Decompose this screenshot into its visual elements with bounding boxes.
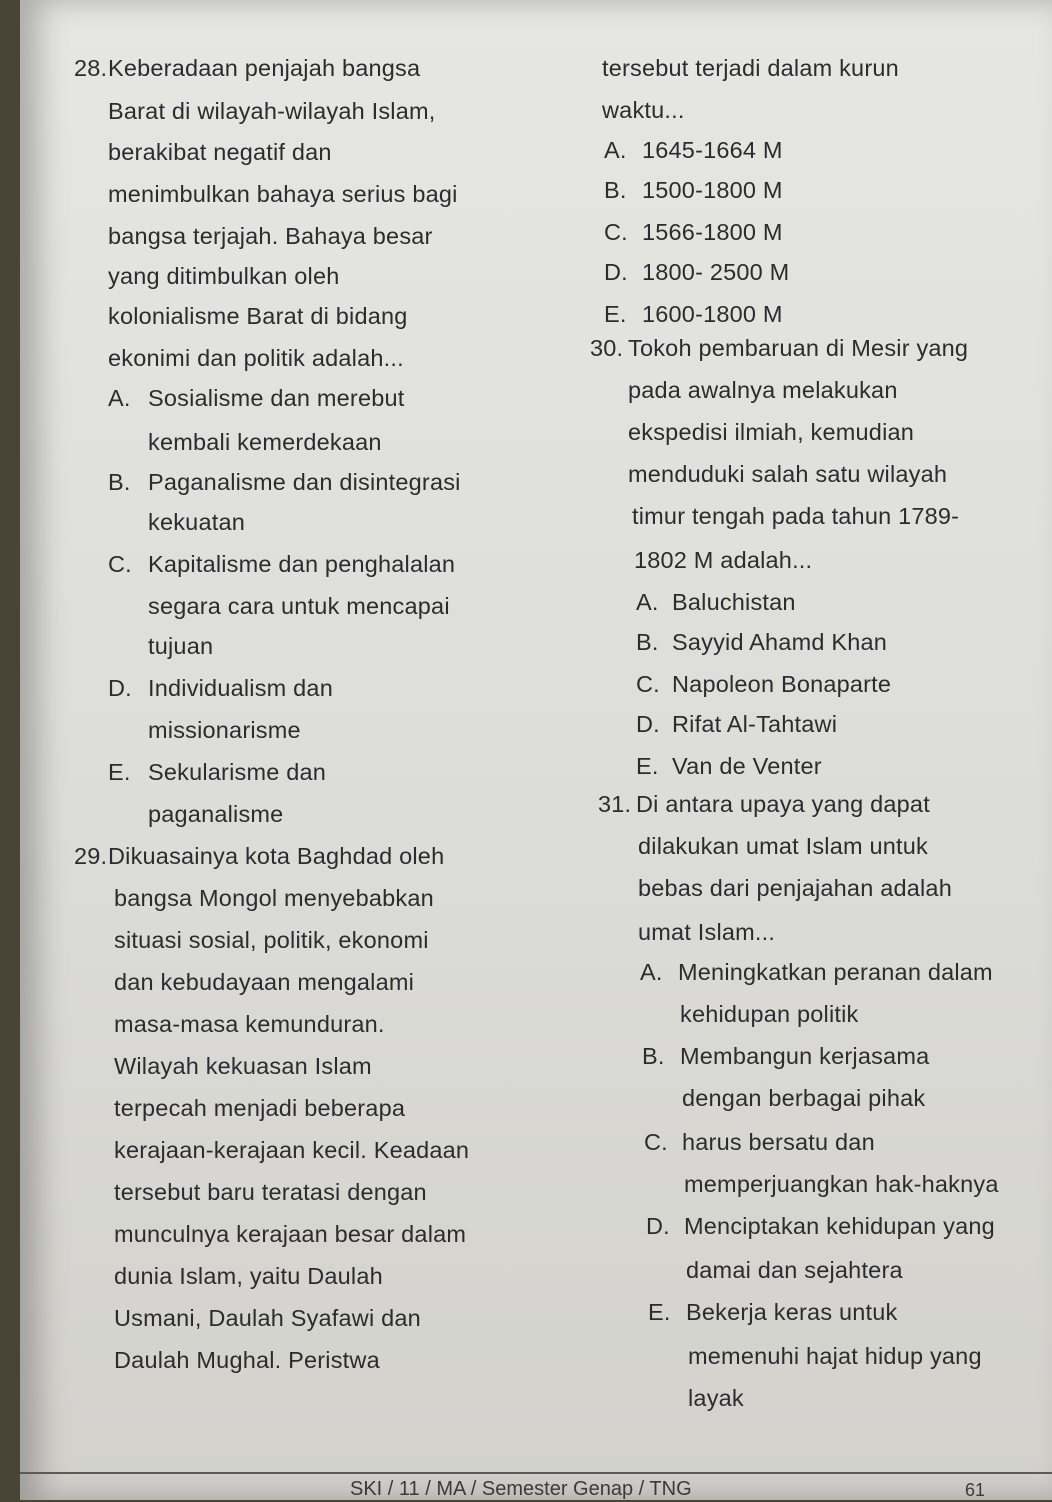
question-30-text: Tokoh pembaruan di Mesir yang — [628, 335, 969, 361]
question-29-text: masa-masa kemunduran. — [114, 1011, 385, 1037]
page-footer — [20, 1472, 1052, 1502]
option-text: Bekerja keras untuk — [686, 1299, 898, 1325]
question-29-text: tersebut terjadi dalam kurun — [602, 55, 899, 81]
option-label: C. — [108, 551, 132, 577]
question-28-text: berakibat negatif dan — [108, 139, 332, 165]
option-label: E. — [108, 759, 131, 785]
question-29-text: situasi sosial, politik, ekonomi — [114, 927, 429, 953]
option-text: Van de Venter — [672, 753, 822, 779]
option-text: memperjuangkan hak-haknya — [684, 1171, 999, 1197]
option-label: E. — [636, 753, 659, 779]
question-29-text: waktu... — [602, 97, 685, 123]
option-label: A. — [640, 959, 663, 985]
option-text: layak — [688, 1385, 744, 1411]
option-text: 1500-1800 M — [642, 177, 783, 203]
question-30-text: pada awalnya melakukan — [628, 377, 898, 403]
option-text: harus bersatu dan — [682, 1129, 875, 1155]
question-30-text: timur tengah pada tahun 1789- — [632, 503, 960, 529]
option-label: B. — [108, 469, 131, 495]
option-text: Napoleon Bonaparte — [672, 671, 892, 697]
option-label: A. — [108, 385, 131, 411]
question-29-text: munculnya kerajaan besar dalam — [114, 1221, 467, 1247]
option-text: Baluchistan — [672, 589, 796, 615]
option-label: E. — [648, 1299, 671, 1325]
page-number: 61 — [965, 1480, 986, 1500]
question-28-text: kolonialisme Barat di bidang — [108, 303, 408, 329]
option-label: A. — [636, 589, 659, 615]
option-text: 1566-1800 M — [642, 219, 783, 245]
option-text: 1800- 2500 M — [642, 259, 790, 285]
option-text: Rifat Al-Tahtawi — [672, 711, 838, 737]
question-number: 29. — [74, 843, 108, 869]
worksheet-page — [20, 0, 1052, 1500]
question-29-text: dunia Islam, yaitu Daulah — [114, 1263, 383, 1289]
option-text: Kapitalisme dan penghalalan — [148, 551, 456, 577]
option-text: Sayyid Ahamd Khan — [672, 629, 888, 655]
option-text: segara cara untuk mencapai — [148, 593, 450, 619]
question-28-text: Keberadaan penjajah bangsa — [108, 55, 421, 81]
question-29-text: terpecah menjadi beberapa — [114, 1095, 406, 1121]
option-text: kembali kemerdekaan — [148, 429, 382, 455]
question-30-text: menduduki salah satu wilayah — [628, 461, 948, 487]
question-number: 30. — [590, 335, 624, 361]
option-label: D. — [646, 1213, 670, 1239]
option-label: C. — [604, 219, 628, 245]
question-31-text: umat Islam... — [638, 919, 776, 945]
option-label: A. — [604, 137, 627, 163]
option-text: kehidupan politik — [680, 1001, 859, 1027]
question-31-text: Di antara upaya yang dapat — [636, 791, 930, 817]
option-label: E. — [604, 301, 627, 327]
question-29-text: Daulah Mughal. Peristwa — [114, 1347, 380, 1373]
option-text: kekuatan — [148, 509, 245, 535]
question-30-text: ekspedisi ilmiah, kemudian — [628, 419, 915, 445]
option-text: memenuhi hajat hidup yang — [688, 1343, 982, 1369]
question-29-text: bangsa Mongol menyebabkan — [114, 885, 434, 911]
question-29-text: Wilayah kekuasan Islam — [114, 1053, 372, 1079]
option-label: C. — [636, 671, 660, 697]
option-text: damai dan sejahtera — [686, 1257, 903, 1283]
option-text: Membangun kerjasama — [680, 1043, 930, 1069]
question-28-text: menimbulkan bahaya serius bagi — [108, 181, 458, 207]
option-text: Menciptakan kehidupan yang — [684, 1213, 995, 1239]
question-29-text: dan kebudayaan mengalami — [114, 969, 415, 995]
option-text: Sosialisme dan merebut — [148, 385, 405, 411]
question-number: 31. — [598, 791, 632, 817]
option-text: dengan berbagai pihak — [682, 1085, 926, 1111]
option-label: B. — [636, 629, 659, 655]
option-label: D. — [604, 259, 628, 285]
option-label: B. — [642, 1043, 665, 1069]
option-text: Meningkatkan peranan dalam — [678, 959, 993, 985]
option-label: B. — [604, 177, 627, 203]
option-text: missionarisme — [148, 717, 301, 743]
question-28-text: bangsa terjajah. Bahaya besar — [108, 223, 433, 249]
question-30-text: 1802 M adalah... — [634, 547, 813, 573]
option-text: 1645-1664 M — [642, 137, 783, 163]
option-text: Paganalisme dan disintegrasi — [148, 469, 461, 495]
question-28-text: Barat di wilayah-wilayah Islam, — [108, 98, 436, 124]
footer-text: SKI / 11 / MA / Semester Genap / TNG — [350, 1478, 692, 1500]
option-text: Individualism dan — [148, 675, 333, 701]
question-29-text: Usmani, Daulah Syafawi dan — [114, 1305, 421, 1331]
option-label: D. — [636, 711, 660, 737]
question-29-text: kerajaan-kerajaan kecil. Keadaan — [114, 1137, 470, 1163]
option-label: C. — [644, 1129, 668, 1155]
option-text: 1600-1800 M — [642, 301, 783, 327]
question-29-text: Dikuasainya kota Baghdad oleh — [108, 843, 445, 869]
question-28-text: yang ditimbulkan oleh — [108, 263, 340, 289]
option-text: tujuan — [148, 633, 214, 659]
question-31-text: bebas dari penjajahan adalah — [638, 875, 952, 901]
question-29-text: tersebut baru teratasi dengan — [114, 1179, 427, 1205]
question-31-text: dilakukan umat Islam untuk — [638, 833, 928, 859]
option-text: Sekularisme dan — [148, 759, 327, 785]
option-label: D. — [108, 675, 132, 701]
option-text: paganalisme — [148, 801, 284, 827]
question-number: 28. — [74, 55, 108, 81]
question-28-text: ekonimi dan politik adalah... — [108, 345, 404, 371]
